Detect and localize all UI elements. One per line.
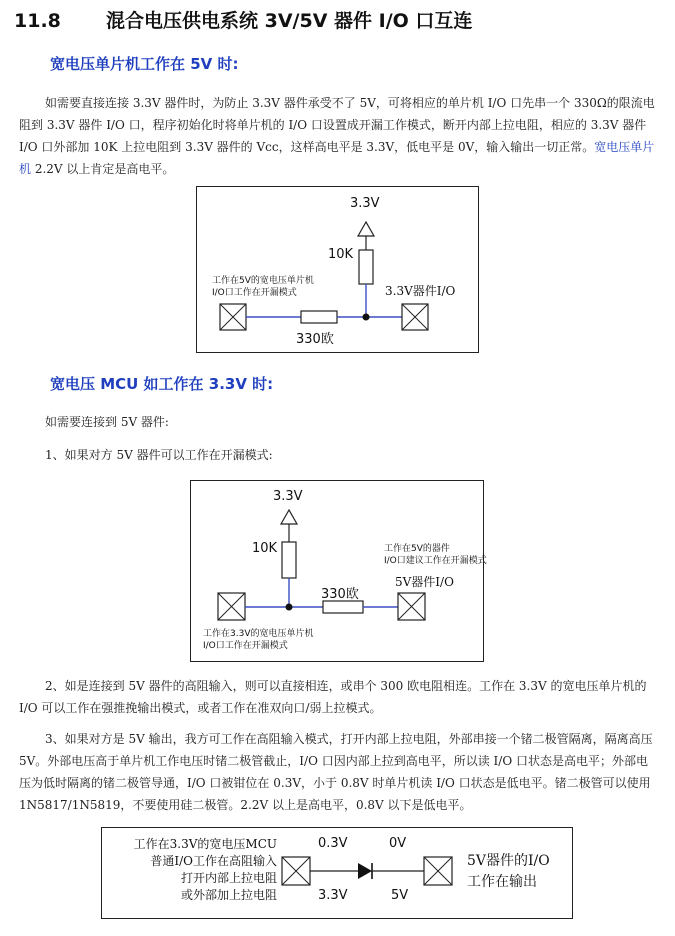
pullup-resistor-label: 10K xyxy=(328,247,354,262)
mcu-desc-line3: 打开内部上拉电阻 xyxy=(180,871,277,885)
device-note-line1: 工作在5V的器件 xyxy=(384,544,450,554)
voltage-top-right: 0V xyxy=(389,836,407,851)
link-wide-voltage-mcu[interactable]: 宽电压单片机 xyxy=(19,140,655,176)
figure-diode-isolation xyxy=(101,827,573,919)
heading-3v3: 宽电压 MCU 如工作在 3.3V 时: xyxy=(50,375,274,393)
resistor-330 xyxy=(301,311,337,323)
mcu-desc-line1: 工作在3.3V的宽电压MCU xyxy=(133,837,277,851)
device-desc-line2: 工作在输出 xyxy=(467,874,537,890)
resistor-330 xyxy=(323,601,363,613)
mcu-label-line1: 工作在3.3V的宽电压单片机 xyxy=(203,629,314,639)
voltage-bottom-left: 3.3V xyxy=(318,888,348,903)
series-resistor-label: 330欧 xyxy=(296,332,334,347)
series-resistor-label: 330欧 xyxy=(321,587,359,602)
supply-voltage-label: 3.3V xyxy=(350,196,380,211)
junction-dot xyxy=(286,604,293,611)
mcu-label-line2: I/O口工作在开漏模式 xyxy=(203,641,288,651)
resistor-10k xyxy=(282,542,296,578)
supply-arrow-icon xyxy=(358,222,374,236)
voltage-bottom-right: 5V xyxy=(391,888,409,903)
resistor-10k xyxy=(359,250,373,284)
device-io-label: 5V器件I/O xyxy=(395,575,454,589)
diode-icon xyxy=(358,863,372,879)
figure-5v-circuit xyxy=(197,187,478,352)
supply-arrow-icon xyxy=(281,510,297,524)
item-3-5v-output: 3、如果对方是 5V 输出，我方可工作在高阻输入模式，打开内部上拉电阻，外部串接一个锗二极管隔离，隔离高压 5V。外部电压高于单片机工作电压时锗二极管截止，I/O 口因内部上拉到高电平，所以读 I/O 口状态是高电平；外部电压为低时隔离的锗二极管导通，I/O 口被钳位在 0.3V，小于 0.8V 时单片机读 I/O 口状态是低电平。锗二极管可以使用 1N5817/1N5819，不要使用硅二极管。2.2V 以上是高电平，0.8V 以下是低电平。 xyxy=(19,732,653,812)
device-io-label: 3.3V器件I/O xyxy=(385,284,456,298)
mcu-label-line2: I/O口工作在开漏模式 xyxy=(212,288,297,298)
mcu-desc-line4: 或外部加上拉电阻 xyxy=(180,888,277,902)
section-number: 11.8 xyxy=(14,10,61,32)
device-note-line2: I/O口建议工作在开漏模式 xyxy=(384,556,487,566)
heading-5v: 宽电压单片机工作在 5V 时: xyxy=(50,55,239,73)
section-title-text: 混合电压供电系统 3V/5V 器件 I/O 口互连 xyxy=(106,10,473,32)
paragraph-5v-tail: 2.2V 以上肯定是高电平。 xyxy=(31,162,175,176)
supply-voltage-label: 3.3V xyxy=(273,489,303,504)
intro-5v-device: 如需要连接到 5V 器件: xyxy=(45,415,169,429)
paragraph-5v xyxy=(19,92,659,180)
pullup-resistor-label: 10K xyxy=(252,541,278,556)
voltage-top-left: 0.3V xyxy=(318,836,348,851)
item-2-high-impedance: 2、如是连接到 5V 器件的高阻输入，则可以直接相连，或串个 300 欧电阻相连。工作在 3.3V 的宽电压单片机的 I/O 可以工作在强推挽输出模式，或者工作在准双向口/弱上拉模式。 xyxy=(19,679,647,715)
junction-dot xyxy=(363,314,370,321)
figure-5v-to-3v3 xyxy=(196,186,479,353)
paragraph-5v-text: 如需要直接连接 3.3V 器件时，为防止 3.3V 器件承受不了 5V，可将相应的单片机 I/O 口先串一个 330Ω的限流电阻到 3.3V 器件 I/O 口，程序初始化时将单片机的 I/O 口设置成开漏工作模式，断开内部上拉电阻，相应的 3.3V 器件 I/O 口外部加 10K 上拉电阻到 3.3V 器件的 Vcc，这样高电平是 3.3V，低电平是 0V，输入输出一切正常。 xyxy=(19,96,655,154)
mcu-desc-line2: 普通I/O工作在高阻输入 xyxy=(150,854,277,868)
section-title xyxy=(14,6,472,33)
item-1-open-drain: 1、如果对方 5V 器件可以工作在开漏模式: xyxy=(45,448,273,462)
figure-3v3-open-drain xyxy=(190,480,487,662)
mcu-label-line1: 工作在5V的宽电压单片机 xyxy=(212,276,314,286)
device-desc-line1: 5V器件的I/O xyxy=(467,853,550,869)
